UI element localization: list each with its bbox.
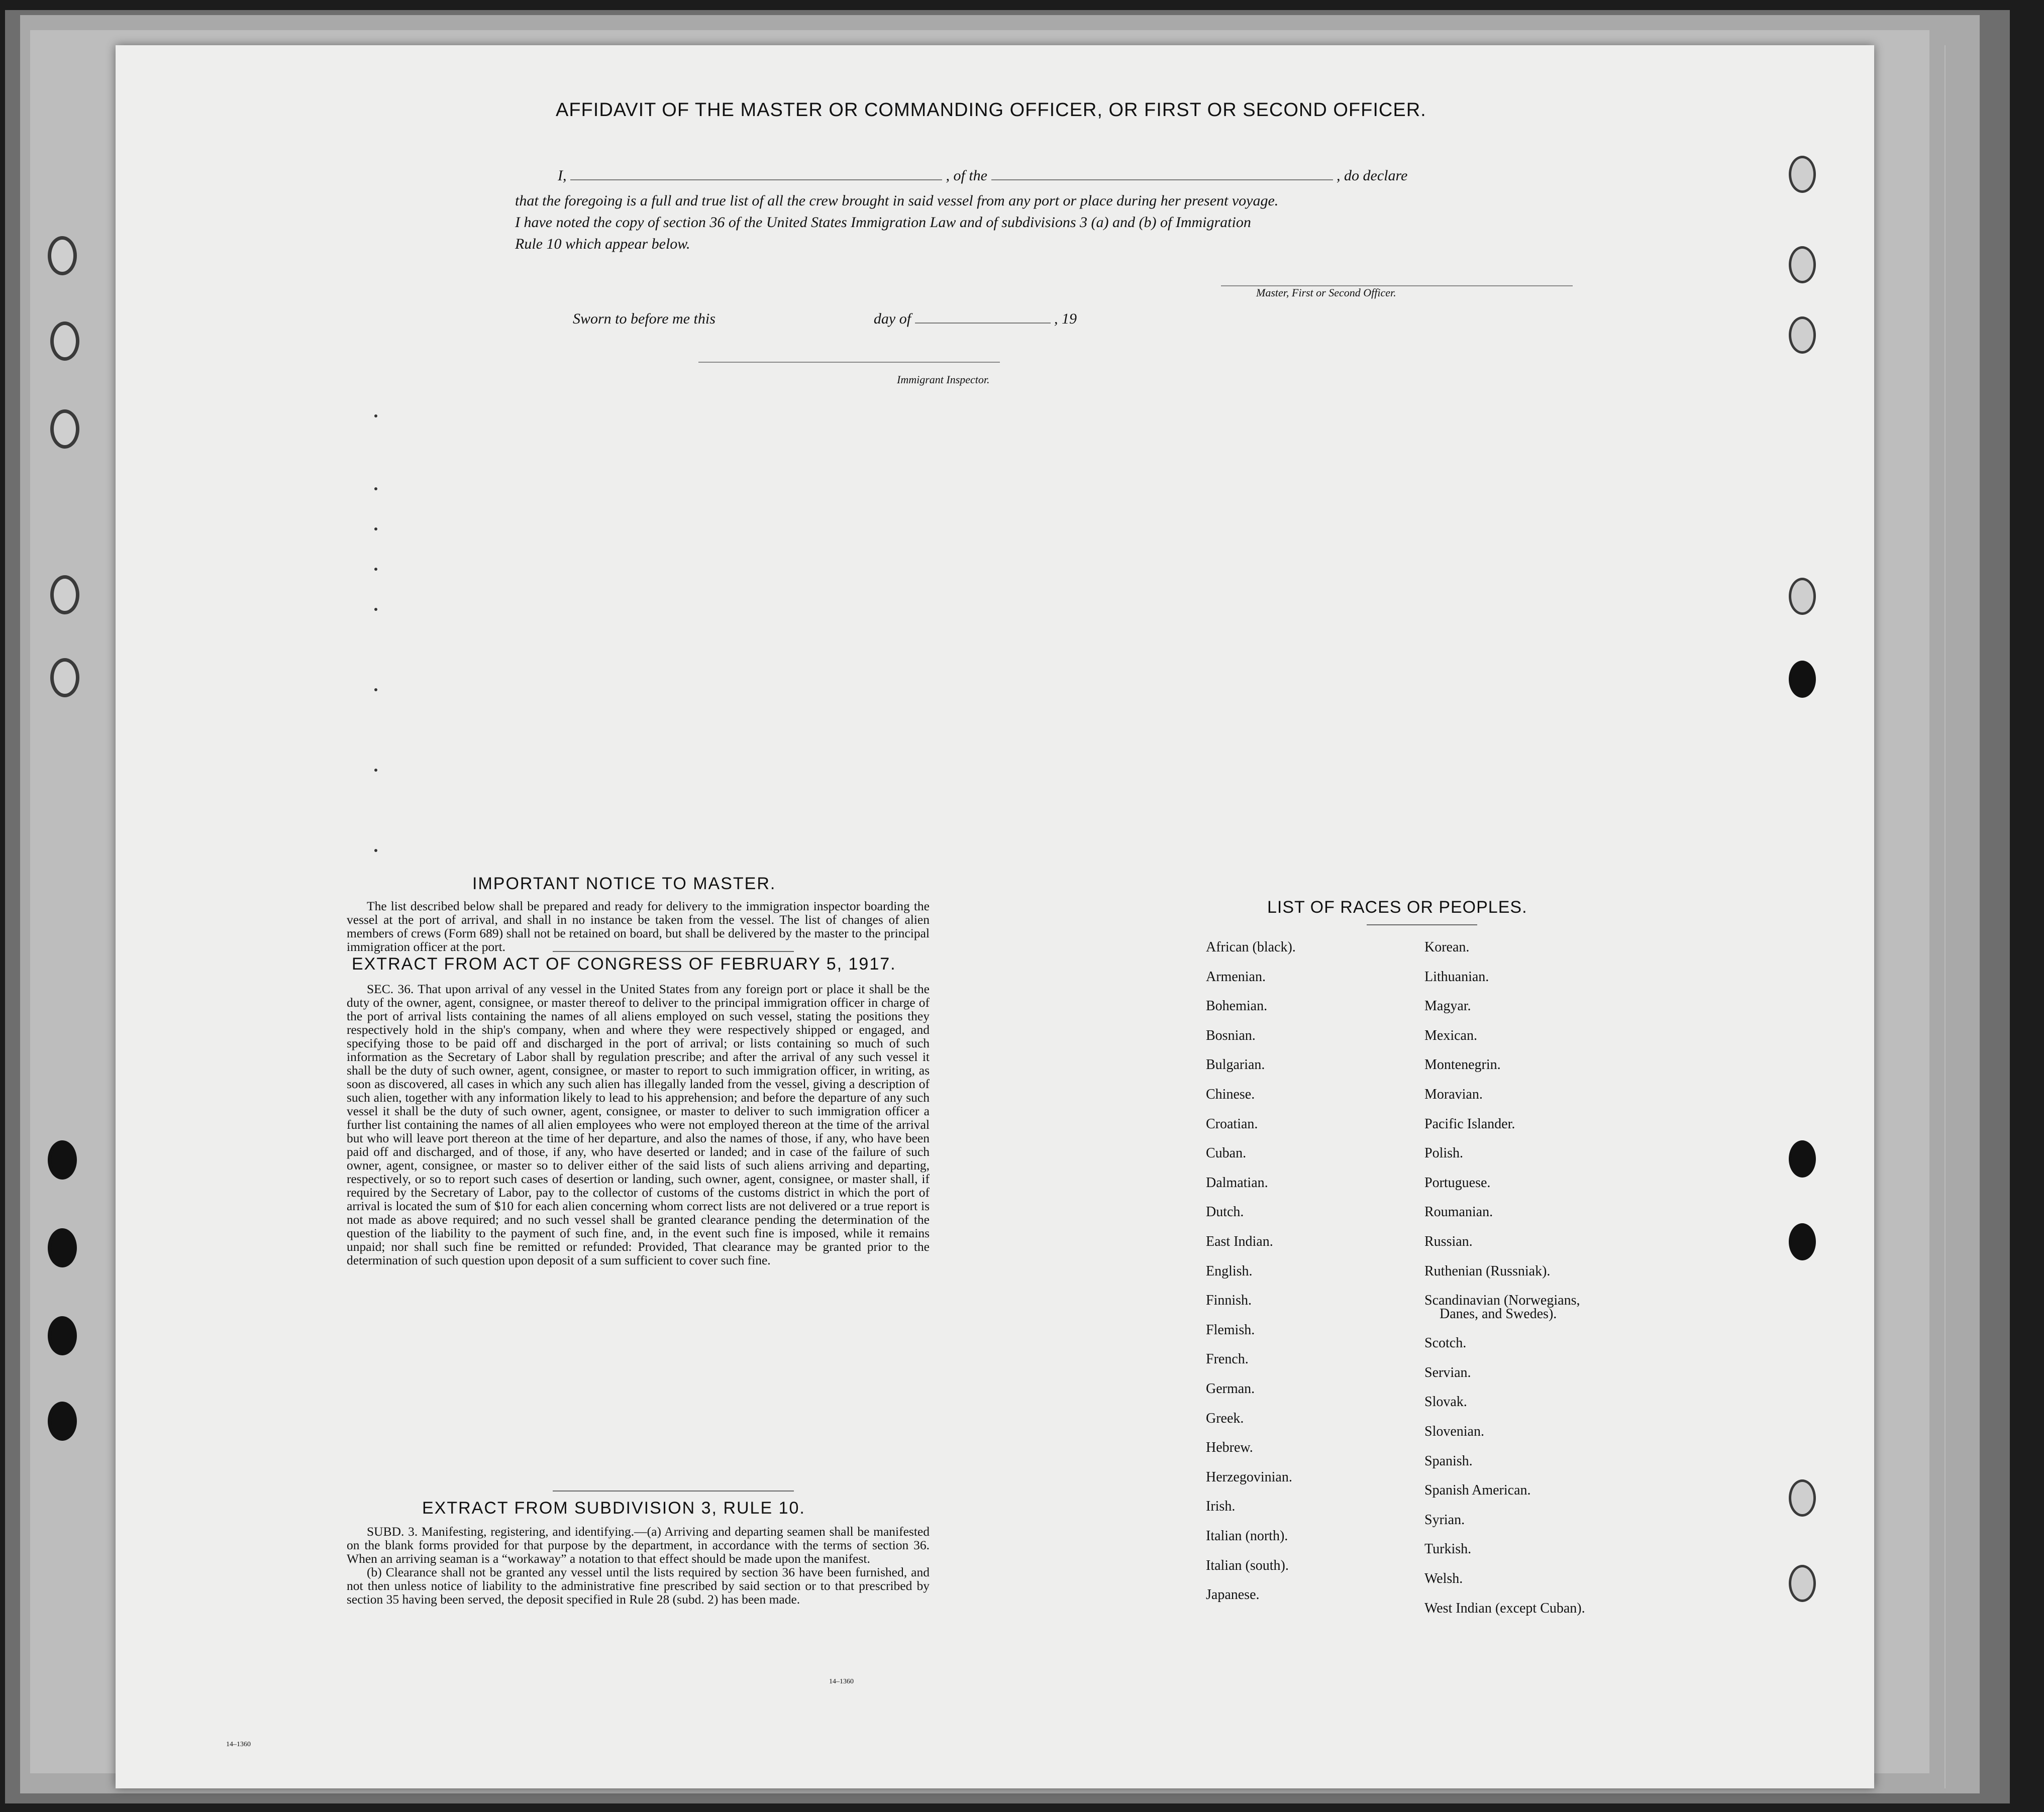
dot-mark <box>374 608 377 611</box>
dot-mark <box>374 487 377 490</box>
race-item: Dalmatian. <box>1206 1175 1268 1191</box>
binder-hole <box>48 1316 77 1355</box>
race-item: German. <box>1206 1381 1255 1397</box>
race-item: African (black). <box>1206 939 1296 955</box>
page-edge-rule <box>1945 45 1946 1788</box>
race-item: Dutch. <box>1206 1204 1244 1220</box>
dot-mark <box>374 414 377 417</box>
sworn-day-field[interactable] <box>719 323 870 324</box>
rule-para-a: SUBD. 3. Manifesting, registering, and identifying.—(a) Arriving and departing seamen shall be manifested on the blank forms provided for that purpose by the department, in accordance with the terms of section 36. When an arriving seaman is a “workaway” a notation to that effect should be made upon the manifest. <box>347 1524 930 1566</box>
race-item: Danes, and Swedes). <box>1440 1306 1557 1322</box>
rule-para-b: (b) Clearance shall not be granted any vessel until the lists required by section 36 have been furnished, and not then unless notice of liability to the administrative fine prescribed by said section or to that prescribed by section 35 having been served, the deposit specified in Rule 28 (subd. 2) has been made. <box>347 1565 930 1607</box>
master-name-field[interactable] <box>570 179 942 180</box>
race-item: Korean. <box>1424 939 1470 955</box>
binder-hole <box>1789 1479 1816 1517</box>
dot-mark <box>374 849 377 852</box>
race-item: Russian. <box>1424 1234 1473 1249</box>
i-label: I, <box>558 167 567 184</box>
rule-text <box>347 1525 930 1606</box>
races-heading: LIST OF RACES OR PEOPLES. <box>1267 898 1527 917</box>
affidavit-title: AFFIDAVIT OF THE MASTER OR COMMANDING OFFICER, OR FIRST OR SECOND OFFICER. <box>556 99 1426 121</box>
do-declare-label: , do declare <box>1337 167 1408 184</box>
binder-hole <box>1789 578 1816 615</box>
sworn-month-field[interactable] <box>915 323 1051 324</box>
race-item: Portuguese. <box>1424 1175 1491 1191</box>
race-item: Welsh. <box>1424 1570 1463 1586</box>
dot-mark <box>374 568 377 571</box>
race-item: Lithuanian. <box>1424 969 1489 985</box>
race-item: Japanese. <box>1206 1587 1260 1603</box>
binder-hole <box>1789 1223 1816 1260</box>
vessel-name-field[interactable] <box>991 179 1333 180</box>
binder-hole <box>1789 661 1816 698</box>
binder-hole <box>1789 156 1816 193</box>
manifest-page <box>116 45 1874 1788</box>
race-item: Italian (north). <box>1206 1528 1288 1544</box>
race-item: Croatian. <box>1206 1116 1258 1132</box>
race-item: Montenegrin. <box>1424 1057 1501 1073</box>
race-item: Moravian. <box>1424 1087 1483 1102</box>
binder-hole <box>1789 246 1816 283</box>
act-heading: EXTRACT FROM ACT OF CONGRESS OF FEBRUARY 5, 1917. <box>352 954 896 974</box>
binder-hole <box>50 409 79 449</box>
year-label: , 19 <box>1054 310 1077 327</box>
race-item: Spanish American. <box>1424 1482 1531 1499</box>
race-item: Armenian. <box>1206 969 1266 985</box>
binder-hole <box>1789 316 1816 354</box>
race-item: Finnish. <box>1206 1293 1252 1309</box>
race-item: Chinese. <box>1206 1087 1255 1102</box>
binder-hole <box>48 236 77 275</box>
race-item: Cuban. <box>1206 1145 1247 1161</box>
affidavit-line-2: that the foregoing is a full and true list of all the crew brought in said vessel from any port or place during her present voyage. <box>515 192 1279 209</box>
race-item: Mexican. <box>1424 1027 1477 1043</box>
race-item: Slovenian. <box>1424 1423 1484 1439</box>
binder-hole <box>50 322 79 361</box>
race-item: English. <box>1206 1263 1253 1279</box>
affidavit-line-3: I have noted the copy of section 36 of the United States Immigration Law and of subdivisions 3 (a) and (b) of Immigration <box>515 214 1251 231</box>
race-item: Bohemian. <box>1206 998 1268 1014</box>
race-item: Polish. <box>1424 1145 1464 1161</box>
dot-mark <box>374 688 377 691</box>
race-item: Slovak. <box>1424 1394 1467 1410</box>
footer-number: 14–1360 <box>226 1741 251 1748</box>
race-item: Greek. <box>1206 1410 1244 1426</box>
binder-hole <box>48 1228 77 1267</box>
race-item: Pacific Islander. <box>1424 1116 1515 1132</box>
binder-hole <box>1789 1140 1816 1178</box>
affidavit-line-1 <box>558 166 1407 186</box>
affidavit-line-4: Rule 10 which appear below. <box>515 236 690 252</box>
race-item: Roumanian. <box>1424 1204 1493 1220</box>
rule-heading: EXTRACT FROM SUBDIVISION 3, RULE 10. <box>422 1499 805 1518</box>
section-rule <box>553 951 794 952</box>
binder-hole <box>48 1402 77 1441</box>
race-item: Turkish. <box>1424 1541 1472 1557</box>
notice-text: The list described below shall be prepared and ready for delivery to the immigration inspector boarding the vessel at the port of arrival, and shall in no instance be taken from the vessel. The list of changes of alien members of crews (Form 689) shall not be retained on board, but shall be delivered by the master to the principal immigration officer at the port. <box>347 899 930 954</box>
of-the-label: , of the <box>946 167 987 184</box>
race-item: Irish. <box>1206 1499 1236 1515</box>
race-item: Syrian. <box>1424 1512 1465 1528</box>
binder-hole <box>1789 1565 1816 1602</box>
sworn-label: Sworn to before me this <box>573 310 716 327</box>
race-item: East Indian. <box>1206 1234 1273 1249</box>
binder-hole <box>50 658 79 697</box>
race-item: Bosnian. <box>1206 1027 1256 1043</box>
day-of-label: day of <box>873 310 911 327</box>
binder-hole <box>50 575 79 614</box>
race-item: Ruthenian (Russniak). <box>1424 1263 1551 1279</box>
form-number: 14–1360 <box>829 1678 854 1685</box>
dot-mark <box>374 769 377 772</box>
race-item: Herzegovinian. <box>1206 1469 1292 1485</box>
section-rule <box>1367 924 1477 925</box>
race-item: West Indian (except Cuban). <box>1424 1600 1585 1616</box>
dot-mark <box>374 527 377 530</box>
race-item: French. <box>1206 1351 1249 1367</box>
sworn-line <box>573 309 1077 329</box>
inspector-signature-line[interactable] <box>698 362 1000 363</box>
inspector-caption: Immigrant Inspector. <box>897 373 990 386</box>
race-item: Scotch. <box>1424 1335 1467 1351</box>
section-rule <box>553 1490 794 1491</box>
race-item: Servian. <box>1424 1364 1471 1380</box>
binder-hole <box>48 1140 77 1180</box>
race-item: Scandinavian (Norwegians, <box>1424 1293 1580 1309</box>
act-text: SEC. 36. That upon arrival of any vessel in the United States from any foreign port or place it shall be the duty of the owner, agent, consignee, or master thereof to deliver to the principal immigration officer in charge of the port of arrival lists containing the names of all aliens employed on such vessel, stating the positions they respectively hold in the ship's company, when and where they were respectively shipped or engaged, and specifying those to be paid off and discharged in the port of arrival; or lists containing so much of such information as the Secretary of Labor shall by regulation prescribe; and after the arrival of any such vessel it shall be the duty of such owner, agent, consignee, or master to report to such immigration officer, in writing, as soon as discovered, all cases in which any such alien has illegally landed from the vessel, giving a description of such alien, together with any information likely to lead to his apprehension; and before the departure of any such vessel it shall be the duty of such owner, agent, consignee, or master to deliver to such immigration officer a further list containing the names of all alien employees who were not employed thereon at the time of the arrival but who will leave port thereon at the time of her departure, and also the names of those, if any, who have been paid off and discharged, and of those, if any, who have deserted or landed; and in case of the failure of such owner, agent, consignee, or master so to deliver either of the said lists of such aliens arriving and departing, respectively, or so to report such cases of desertion or landing, such owner, agent, consignee, or master shall, if required by the Secretary of Labor, pay to the collector of customs of the customs district in which the port of arrival is located the sum of $10 for each alien concerning whom correct lists are not delivered or a true report is not made as above required; and no such vessel shall be granted clearance pending the determination of the question of the liability to the payment of such fine, and, in the event such fine is imposed, while it remains unpaid; nor shall such fine be remitted or refunded: Provided, That clearance may be granted prior to the determination of such question upon deposit of a sum sufficient to cover such fine. <box>347 982 930 1267</box>
race-item: Spanish. <box>1424 1453 1473 1469</box>
notice-heading: IMPORTANT NOTICE TO MASTER. <box>472 874 776 893</box>
race-item: Bulgarian. <box>1206 1057 1265 1073</box>
race-item: Magyar. <box>1424 998 1471 1014</box>
master-caption: Master, First or Second Officer. <box>1256 286 1396 299</box>
race-item: Italian (south). <box>1206 1557 1289 1573</box>
race-item: Hebrew. <box>1206 1440 1253 1456</box>
race-item: Flemish. <box>1206 1322 1255 1338</box>
